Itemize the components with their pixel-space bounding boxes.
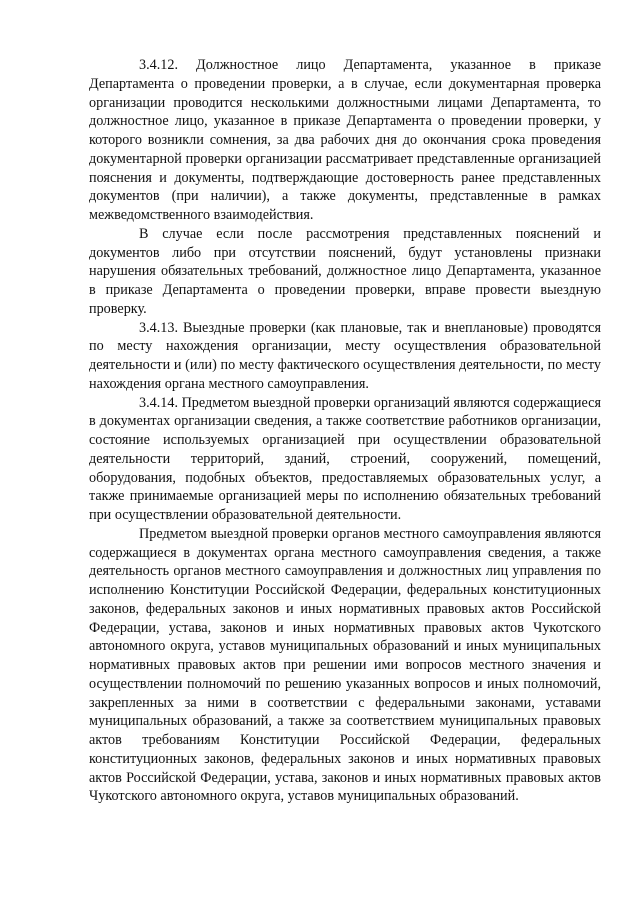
- paragraph-3-4-13: 3.4.13. Выездные проверки (как плановые, так и внеплановые) проводятся по месту нахождения организации, месту осуществления образовательной деятельности и (или) по месту фактического осуществления деятельности, по месту нахождения органа местного самоуправления.: [89, 319, 601, 392]
- document-body: [89, 56, 601, 806]
- paragraph-3-4-12-continuation: В случае если после рассмотрения представленных пояснений и документов либо при отсутствии пояснений, будут установлены признаки нарушения обязательных требований, должностное лицо Департамента, указанное в приказе Департамента о проведении проверки, вправе провести выездную проверку.: [89, 225, 601, 317]
- paragraph-3-4-12: 3.4.12. Должностное лицо Департамента, указанное в приказе Департамента о проведении проверки, а в случае, если документарная проверка организации проводится несколькими должностными лицами Департамента, то должностное лицо, указанное в приказе Департамента о проведении проверки, у которого возникли сомнения, за два рабочих дня до окончания срока проведения документарной проверки организации рассматривает представленные организацией пояснения и документы, подтверждающие достоверность ранее представленных документов (при наличии), а также документы, представленные в рамках межведомственного взаимодействия.: [89, 57, 601, 223]
- paragraph-3-4-14: 3.4.14. Предметом выездной проверки организаций являются содержащиеся в документах организации сведения, а также соответствие работников организации, состояние используемых организацией при осуществлении образовательной деятельности территорий, зданий, строений, сооружений, помещений, оборудования, подобных объектов, предоставляемых образовательных услуг, а также принимаемые организацией меры по исполнению обязательных требований при осуществлении образовательной деятельности.: [89, 394, 601, 523]
- paragraph-3-4-14-continuation: Предметом выездной проверки органов местного самоуправления являются содержащиеся в документах органа местного самоуправления сведения, а также деятельность органов местного самоуправления и должностных лиц управления по исполнению Конституции Российской Федерации, федеральных конституционных законов, федеральных законов и иных нормативных правовых актов Российской Федерации, устава, законов и иных нормативных правовых актов Чукотского автономного округа, уставов муниципальных образований и иных муниципальных нормативных правовых актов при решении ими вопросов местного значения и осуществлении полномочий по решению указанных вопросов и иных полномочий, закрепленных за ними в соответствии с федеральными законами, уставами муниципальных образований, а также за соответствием муниципальных правовых актов требованиям Конституции Российской Федерации, федеральных конституционных законов, федеральных законов и иных нормативных правовых актов Российской Федерации, устава, законов и иных нормативных правовых актов Чукотского автономного округа, уставов муниципальных образований.: [89, 525, 601, 805]
